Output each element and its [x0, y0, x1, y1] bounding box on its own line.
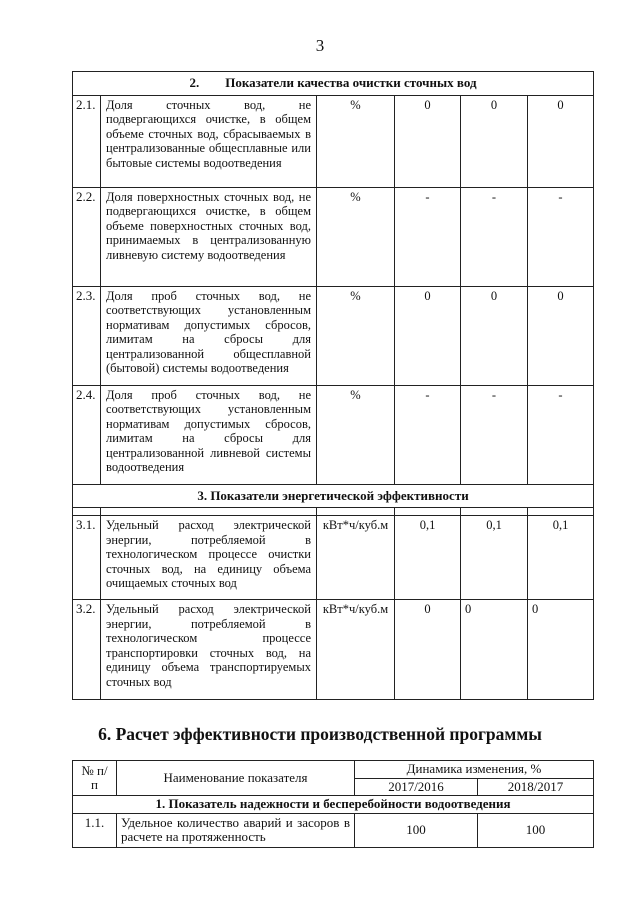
spacer-cell — [101, 508, 317, 516]
row-unit: кВт*ч/куб.м — [317, 516, 395, 600]
section-heading: 6. Расчет эффективности производственной программы — [98, 724, 542, 744]
row-number: 2.2. — [73, 187, 101, 286]
name-header: Наименование показателя — [117, 761, 355, 796]
row-value-2: - — [461, 385, 528, 484]
row-value-1: 100 — [355, 813, 478, 847]
row-number: 3.2. — [73, 600, 101, 700]
row-value-2: 0 — [461, 600, 528, 700]
section-title-reliability: 1. Показатель надежности и бесперебойности водоотведения — [73, 796, 594, 814]
table-row — [73, 600, 594, 700]
row-number: 2.3. — [73, 286, 101, 385]
spacer-cell — [395, 508, 461, 516]
row-name: Доля проб сточных вод, не соответствующих установленным нормативам допустимых сбросов, лимитам на сбросы для централизованной ливневой системы водоотведения — [101, 385, 317, 484]
section-title-water-quality: 2. Показатели качества очистки сточных вод — [73, 72, 594, 96]
spacer-cell — [73, 508, 101, 516]
row-name: Удельный расход электрической энергии, потребляемой в технологическом процессе транспортировки сточных вод, на единицу объема транспортируемых сточных вод — [101, 600, 317, 700]
table-row — [73, 95, 594, 187]
row-value-3: - — [528, 385, 594, 484]
section-header-row — [73, 796, 594, 814]
row-unit: % — [317, 95, 395, 187]
row-value-3: 0 — [528, 600, 594, 700]
row-unit: % — [317, 385, 395, 484]
row-value-1: 0 — [395, 95, 461, 187]
table-row — [73, 516, 594, 600]
row-unit: кВт*ч/куб.м — [317, 600, 395, 700]
row-value-3: 0 — [528, 95, 594, 187]
row-value-2: 100 — [478, 813, 594, 847]
row-value-3: - — [528, 187, 594, 286]
row-value-1: - — [395, 187, 461, 286]
row-unit: % — [317, 286, 395, 385]
dynamics-header: Динамика изменения, % — [355, 761, 594, 779]
row-number: 2.1. — [73, 95, 101, 187]
row-number: 2.4. — [73, 385, 101, 484]
row-value-2: - — [461, 187, 528, 286]
indicators-table — [72, 71, 594, 700]
spacer-cell — [317, 508, 395, 516]
row-value-3: 0,1 — [528, 516, 594, 600]
row-value-1: 0,1 — [395, 516, 461, 600]
row-name: Доля сточных вод, не подвергающихся очистке, в общем объеме сточных вод, сбрасываемых в централизованные общесплавные или бытовые системы водоотведения — [101, 95, 317, 187]
row-value-1: - — [395, 385, 461, 484]
section-header-row — [73, 72, 594, 96]
row-value-2: 0,1 — [461, 516, 528, 600]
row-value-3: 0 — [528, 286, 594, 385]
page-number: 3 — [315, 36, 325, 55]
header-row — [73, 761, 594, 779]
table-row — [73, 187, 594, 286]
row-value-1: 0 — [395, 600, 461, 700]
spacer-cell — [528, 508, 594, 516]
section-title-energy: 3. Показатели энергетической эффективности — [73, 484, 594, 508]
row-unit: % — [317, 187, 395, 286]
num-header: № п/п — [73, 761, 117, 796]
table-row — [73, 813, 594, 847]
table-row — [73, 286, 594, 385]
row-number: 3.1. — [73, 516, 101, 600]
spacer-cell — [461, 508, 528, 516]
row-value-2: 0 — [461, 95, 528, 187]
year-header-2: 2018/2017 — [478, 778, 594, 796]
year-header-1: 2017/2016 — [355, 778, 478, 796]
row-number: 1.1. — [73, 813, 117, 847]
row-value-1: 0 — [395, 286, 461, 385]
row-value-2: 0 — [461, 286, 528, 385]
row-name: Доля проб сточных вод, не соответствующих установленным нормативам допустимых сбросов, лимитам на сбросы для централизованной общесплавной (бытовой) системы водоотведения — [101, 286, 317, 385]
row-name: Удельное количество аварий и засоров в расчете на протяженность — [117, 813, 355, 847]
row-name: Доля поверхностных сточных вод, не подвергающихся очистке, в общем объеме поверхностных сточных вод, принимаемых в централизованную ливневую систему водоотведения — [101, 187, 317, 286]
spacer-row — [73, 508, 594, 516]
section-header-row — [73, 484, 594, 508]
efficiency-table — [72, 760, 594, 848]
row-name: Удельный расход электрической энергии, потребляемой в технологическом процессе очистки сточных вод, на единицу объема очищаемых сточных вод — [101, 516, 317, 600]
table-row — [73, 385, 594, 484]
